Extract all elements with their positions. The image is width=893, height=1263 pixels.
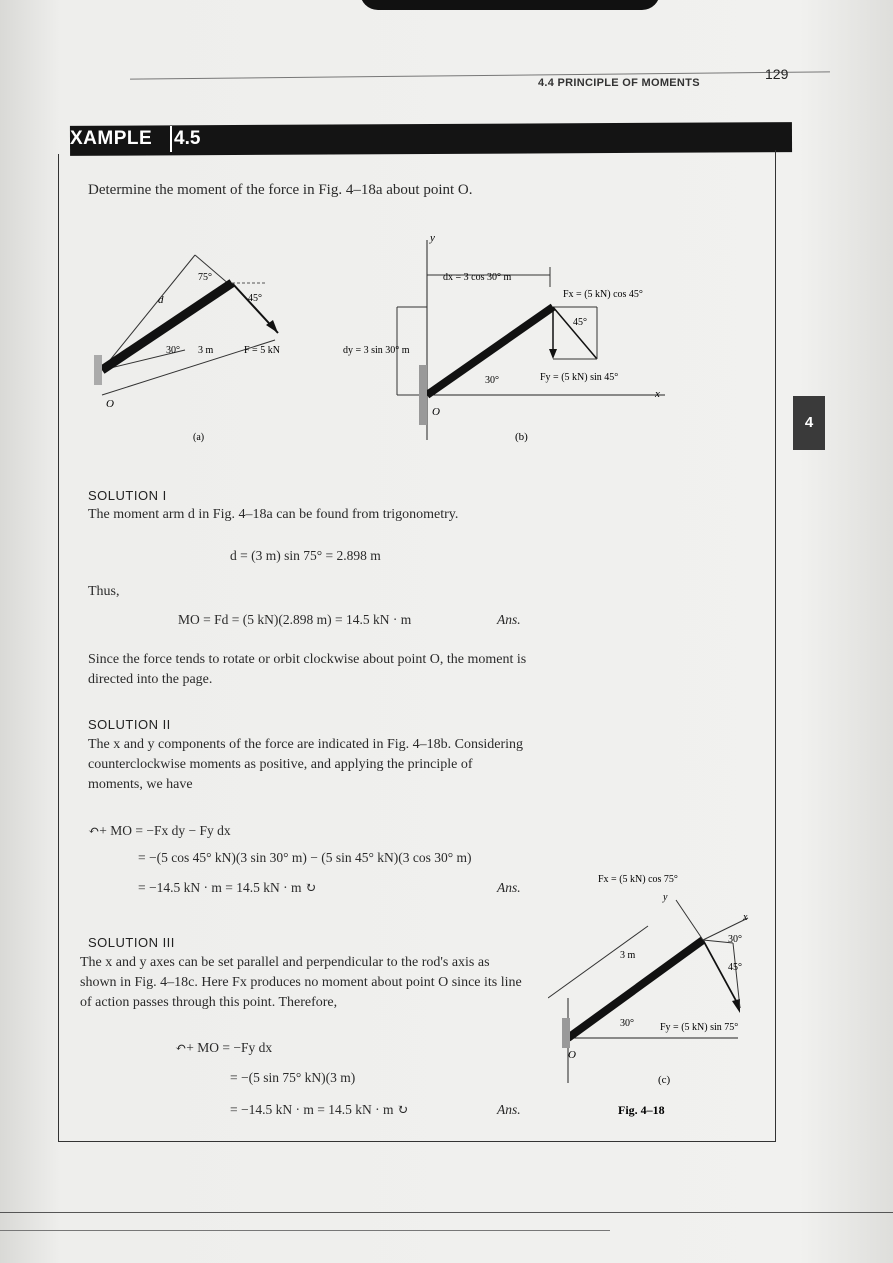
figure-c xyxy=(548,868,770,1123)
chapter-tab: 4 xyxy=(793,396,825,450)
solution2-eq1: ↶+ MO = −Fx dy − Fy dx xyxy=(88,823,231,838)
solution1-thus: Thus, xyxy=(88,584,120,599)
fig-c-angle-30a: 30° xyxy=(728,934,742,945)
fig-a-caption: (a) xyxy=(193,432,205,443)
fig-b-Fx: Fx = (5 kN) cos 45° xyxy=(563,289,643,300)
fig-b-fy-arrowhead xyxy=(549,349,557,359)
fig-c-support xyxy=(562,1018,570,1048)
solution3-eq1: ↶+ MO = −Fy dx xyxy=(175,1040,273,1055)
fig-c-angle-30b: 30° xyxy=(620,1018,634,1029)
fig-c-y-axis xyxy=(676,900,703,940)
fig-c-Fx: Fx = (5 kN) cos 75° xyxy=(598,874,678,885)
fig-c-label: Fig. 4–18 xyxy=(618,1103,665,1117)
solution2-eq3: = −14.5 kN · m = 14.5 kN · m ↻ xyxy=(138,880,317,895)
fig-c-Fy: Fy = (5 kN) sin 75° xyxy=(660,1022,739,1033)
solution3-eq3: = −14.5 kN · m = 14.5 kN · m ↻ xyxy=(230,1102,409,1117)
solution1-note: Since the force tends to rotate or orbit clockwise about point O, the moment is directed into the page. xyxy=(88,652,527,687)
fig-a-d: d xyxy=(158,294,164,306)
frame-right xyxy=(775,150,776,1142)
solution1-eq1: d = (3 m) sin 75° = 2.898 m xyxy=(230,548,381,563)
fig-b-O: O xyxy=(432,406,440,418)
solution1-eq2: MO = Fd = (5 kN)(2.898 m) = 14.5 kN · m xyxy=(178,612,412,627)
bottom-rule-2 xyxy=(0,1230,610,1231)
solution2-ans: Ans. xyxy=(497,880,521,895)
page-number: 129 xyxy=(765,66,789,82)
fig-c-force xyxy=(703,940,740,1008)
fig-b-dy: dy = 3 sin 30° m xyxy=(343,345,410,356)
fig-b-Fy: Fy = (5 kN) sin 45° xyxy=(540,372,619,383)
solution1-intro: The moment arm d in Fig. 4–18a can be found from trigonometry. xyxy=(88,507,459,522)
solution3-intro: The x and y axes can be set parallel and perpendicular to the rod's axis as shown in Fig. 4–18c. Here Fx produces no moment about point O since its line of action passes through this point. Therefore, xyxy=(80,955,522,1010)
solution3-ans: Ans. xyxy=(497,1102,521,1117)
solution2-intro: The x and y components of the force are indicated in Fig. 4–18b. Considering counterclockwise moments as positive, and applying the principle of moments, we have xyxy=(88,737,524,792)
fig-c-y: y xyxy=(663,892,668,903)
solution2-heading: SOLUTION II xyxy=(88,717,171,732)
fig-a-O: O xyxy=(106,398,114,410)
fig-c-x: x xyxy=(743,912,748,923)
example-divider xyxy=(170,126,172,152)
fig-a-angle-45: 45° xyxy=(248,293,262,304)
solution1-heading: SOLUTION I xyxy=(88,488,167,503)
fig-b-angle-45: 45° xyxy=(573,317,587,328)
scan-artifact xyxy=(360,0,660,10)
fig-b-angle-30: 30° xyxy=(485,375,499,386)
fig-a-rod xyxy=(102,283,232,370)
fig-a-support xyxy=(94,355,102,385)
frame-bottom xyxy=(58,1141,776,1142)
bottom-rule xyxy=(0,1212,893,1213)
example-label: XAMPLE xyxy=(70,128,153,149)
solution3-heading: SOLUTION III xyxy=(88,935,175,950)
figure-b xyxy=(335,225,675,450)
solution2-eq2: = −(5 cos 45° kN)(3 sin 30° m) − (5 sin 45° kN)(3 cos 30° m) xyxy=(138,850,472,865)
fig-b-caption: (b) xyxy=(515,431,528,443)
fig-b-support xyxy=(419,365,427,425)
fig-c-length: 3 m xyxy=(620,950,636,961)
example-number: 4.5 xyxy=(174,128,201,149)
fig-a-angle-30: 30° xyxy=(166,345,180,356)
running-header: 4.4 PRINCIPLE OF MOMENTS xyxy=(538,77,700,89)
solution3-eq2: = −(5 sin 75° kN)(3 m) xyxy=(230,1070,356,1085)
solution1-ans: Ans. xyxy=(497,612,521,627)
figure-a xyxy=(90,225,320,445)
frame-left xyxy=(58,154,59,1142)
fig-a-angle-75: 75° xyxy=(198,272,212,283)
fig-c-O: O xyxy=(568,1049,576,1061)
fig-b-dx: dx = 3 cos 30° m xyxy=(443,272,512,283)
fig-a-length: 3 m xyxy=(198,345,214,356)
fig-c-caption: (c) xyxy=(658,1074,671,1086)
problem-statement: Determine the moment of the force in Fig. 4–18a about point O. xyxy=(88,182,473,198)
fig-b-x: x xyxy=(655,388,660,400)
fig-b-y: y xyxy=(430,232,435,244)
fig-b-f-vector xyxy=(553,307,597,359)
fig-c-angle-45: 45° xyxy=(728,962,742,973)
fig-a-force: F = 5 kN xyxy=(244,345,280,356)
